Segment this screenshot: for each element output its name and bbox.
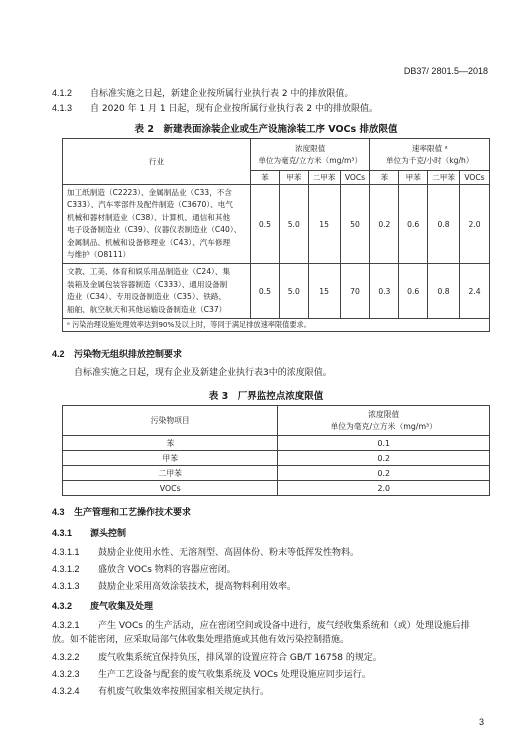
section-number: 4.2 [52, 349, 65, 359]
value-cell: 2.0 [459, 185, 489, 264]
table-row [63, 451, 490, 466]
clause-text: 生产工艺设备与配套的废气收集系统及 VOCs 处理设施应同步运行。 [98, 670, 371, 680]
table3-caption: 表 3 厂界监控点浓度限值 [208, 391, 324, 402]
industry-cell [63, 264, 251, 319]
industry-line: 船舶、航空航天和其他运输设备制造业（C37） [67, 304, 227, 314]
table-row [63, 185, 490, 264]
industry-line: 机械和器材制造业（C38）、计算机、通信和其他 [67, 212, 231, 222]
industry-cell [63, 185, 251, 264]
clause-text: 产生 VOCs 的生产活动，应在密闭空间或设备中进行，废气经收集系统和（或）处理设施后排 [98, 621, 470, 631]
clause-4-3-2-1-line2: 放。如不能密闭，应采取局部气体收集处理措施或其他有效污染控制措施。 [52, 635, 350, 645]
clause-number: 4.1.3 [52, 103, 73, 113]
value-cell: 0.2 [278, 466, 490, 481]
clause-text: 鼓励企业使用水性、无溶剂型、高固体份、粉末等低挥发性物料。 [98, 548, 360, 558]
clause-4-3-2-4 [52, 685, 269, 699]
clause-number: 4.3.2.2 [52, 652, 80, 662]
limit-header-unit: 单位为毫克/立方米（mg/m³） [330, 421, 437, 431]
section-4-3-heading [52, 506, 191, 520]
clause-text: 有机废气收集效率按照国家相关规定执行。 [98, 687, 270, 697]
page-number: 3 [478, 717, 484, 727]
rate-header-title: 速率限值 ᵃ [411, 143, 448, 153]
value-cell: 15 [308, 264, 340, 319]
value-cell: 0.8 [428, 185, 460, 264]
table2-caption: 表 2 新建表面涂装企业或生产设施涂装工序 VOCs 排放限值 [134, 124, 398, 135]
industry-line: C333）、汽车零部件及配件制造（C3670）、电气 [67, 200, 233, 210]
table3-limit-header [278, 406, 490, 436]
table2-note: ᵃ 污染治理设施处理效率达到90%及以上时，等同于满足排放速率限值要求。 [63, 319, 490, 332]
value-cell: 2.4 [459, 264, 489, 319]
clause-4-3-2-1-line1 [52, 619, 470, 633]
section-4-2-heading [52, 348, 182, 362]
clause-4-1-2 [52, 87, 353, 101]
clause-text: 废气收集系统宜保持负压，排风罩的设置应符合 GB/T 16758 的规定。 [98, 653, 382, 663]
clause-4-3-2-3 [52, 668, 371, 682]
industry-line: 文教、工美、体育和娱乐用品制造业（C24）、集 [67, 267, 231, 277]
value-cell: 5.0 [279, 185, 308, 264]
clause-number: 4.3.1.2 [52, 564, 80, 574]
clause-text: 自标准实施之日起，新建企业按所属行业执行表 2 中的排放限值。 [90, 89, 354, 99]
pollutant-header: 二甲苯 [308, 171, 340, 185]
value-cell: 0.5 [250, 185, 279, 264]
value-cell: 15 [308, 185, 340, 264]
clause-4-1-3 [52, 102, 378, 116]
clause-4-3-1-1 [52, 546, 359, 560]
table2-conc-header [250, 139, 369, 171]
industry-line: 电子设备制造业（C39）、仪器仪表制造业（C40）、 [67, 225, 242, 235]
pollutant-header: 苯 [370, 171, 399, 185]
value-cell: 70 [340, 264, 370, 319]
pollutant-cell: 苯 [63, 436, 278, 451]
value-cell: 0.6 [399, 185, 428, 264]
rate-header-unit: 单位为千克/小时（kg/h） [385, 155, 474, 165]
value-cell: 0.5 [250, 264, 279, 319]
value-cell: 0.2 [278, 451, 490, 466]
section-number: 4.3 [52, 507, 65, 517]
value-cell: 5.0 [279, 264, 308, 319]
table-row [63, 466, 490, 481]
pollutant-header: VOCs [340, 171, 370, 185]
clause-number: 4.3.2.4 [52, 686, 80, 696]
conc-header-title: 浓度限值 [295, 143, 326, 153]
table3-pollutant-header: 污染物项目 [63, 406, 278, 436]
limit-header-title: 浓度限值 [368, 409, 400, 419]
section-title: 源头控制 [90, 529, 127, 539]
table2-industry-header: 行业 [63, 139, 251, 185]
table2 [62, 138, 490, 332]
clause-4-3-1-3 [52, 580, 296, 594]
section-4-2-body: 自标准实施之日起，现有企业及新建企业执行表3中的浓度限值。 [74, 368, 332, 378]
pollutant-cell: VOCs [63, 481, 278, 496]
clause-text: 自 2020 年 1 月 1 日起，现有企业按所属行业执行表 2 中的排放限值。 [90, 104, 378, 114]
section-title: 生产管理和工艺操作技术要求 [74, 508, 192, 518]
table-row [63, 481, 490, 496]
section-4-3-1-heading [52, 527, 126, 541]
section-number: 4.3.1 [52, 528, 73, 538]
table3 [62, 405, 490, 496]
value-cell: 0.6 [399, 264, 428, 319]
clause-number: 4.1.2 [52, 88, 73, 98]
value-cell: 0.3 [370, 264, 399, 319]
pollutant-header: 二甲苯 [428, 171, 460, 185]
document-id: DB37/ 2801.5—2018 [403, 66, 488, 76]
clause-text: 鼓励企业采用高效涂装技术，提高物料利用效率。 [98, 582, 297, 592]
section-4-3-2-heading [52, 600, 153, 614]
clause-number: 4.3.2.3 [52, 669, 80, 679]
section-title: 废气收集及处理 [90, 602, 154, 612]
pollutant-header: 甲苯 [399, 171, 428, 185]
value-cell: 50 [340, 185, 370, 264]
value-cell: 0.8 [428, 264, 460, 319]
industry-line: 与维护（O8111） [67, 250, 131, 260]
clause-number: 4.3.1.1 [52, 547, 80, 557]
pollutant-header: VOCs [459, 171, 489, 185]
value-cell: 0.1 [278, 436, 490, 451]
industry-line: 金属制品、机械和设备修理业（C43）、汽车修理 [67, 237, 231, 247]
conc-header-unit: 单位为毫克/立方米（mg/m³） [258, 155, 363, 165]
industry-line: 装箱及金属包装容器制造（C333）、通用设备制 [67, 279, 228, 289]
table-row [63, 436, 490, 451]
clause-number: 4.3.1.3 [52, 581, 80, 591]
table2-rate-header [370, 139, 490, 171]
pollutant-header: 苯 [250, 171, 279, 185]
table-row [63, 264, 490, 319]
section-number: 4.3.2 [52, 601, 73, 611]
pollutant-header: 甲苯 [279, 171, 308, 185]
industry-line: 加工纸制造（C2223）、金属制品业（C33，不含 [67, 188, 232, 197]
clause-text: 盛放含 VOCs 物料的容器应密闭。 [98, 565, 236, 575]
pollutant-cell: 甲苯 [63, 451, 278, 466]
section-title: 污染物无组织排放控制要求 [74, 350, 183, 360]
clause-4-3-2-2 [52, 651, 382, 665]
clause-4-3-1-2 [52, 563, 236, 577]
value-cell: 0.2 [370, 185, 399, 264]
pollutant-cell: 二甲苯 [63, 466, 278, 481]
value-cell: 2.0 [278, 481, 490, 496]
industry-line: 造业（C34）、专用设备制造业（C35）、铁路、 [67, 292, 227, 302]
clause-number: 4.3.2.1 [52, 620, 80, 630]
